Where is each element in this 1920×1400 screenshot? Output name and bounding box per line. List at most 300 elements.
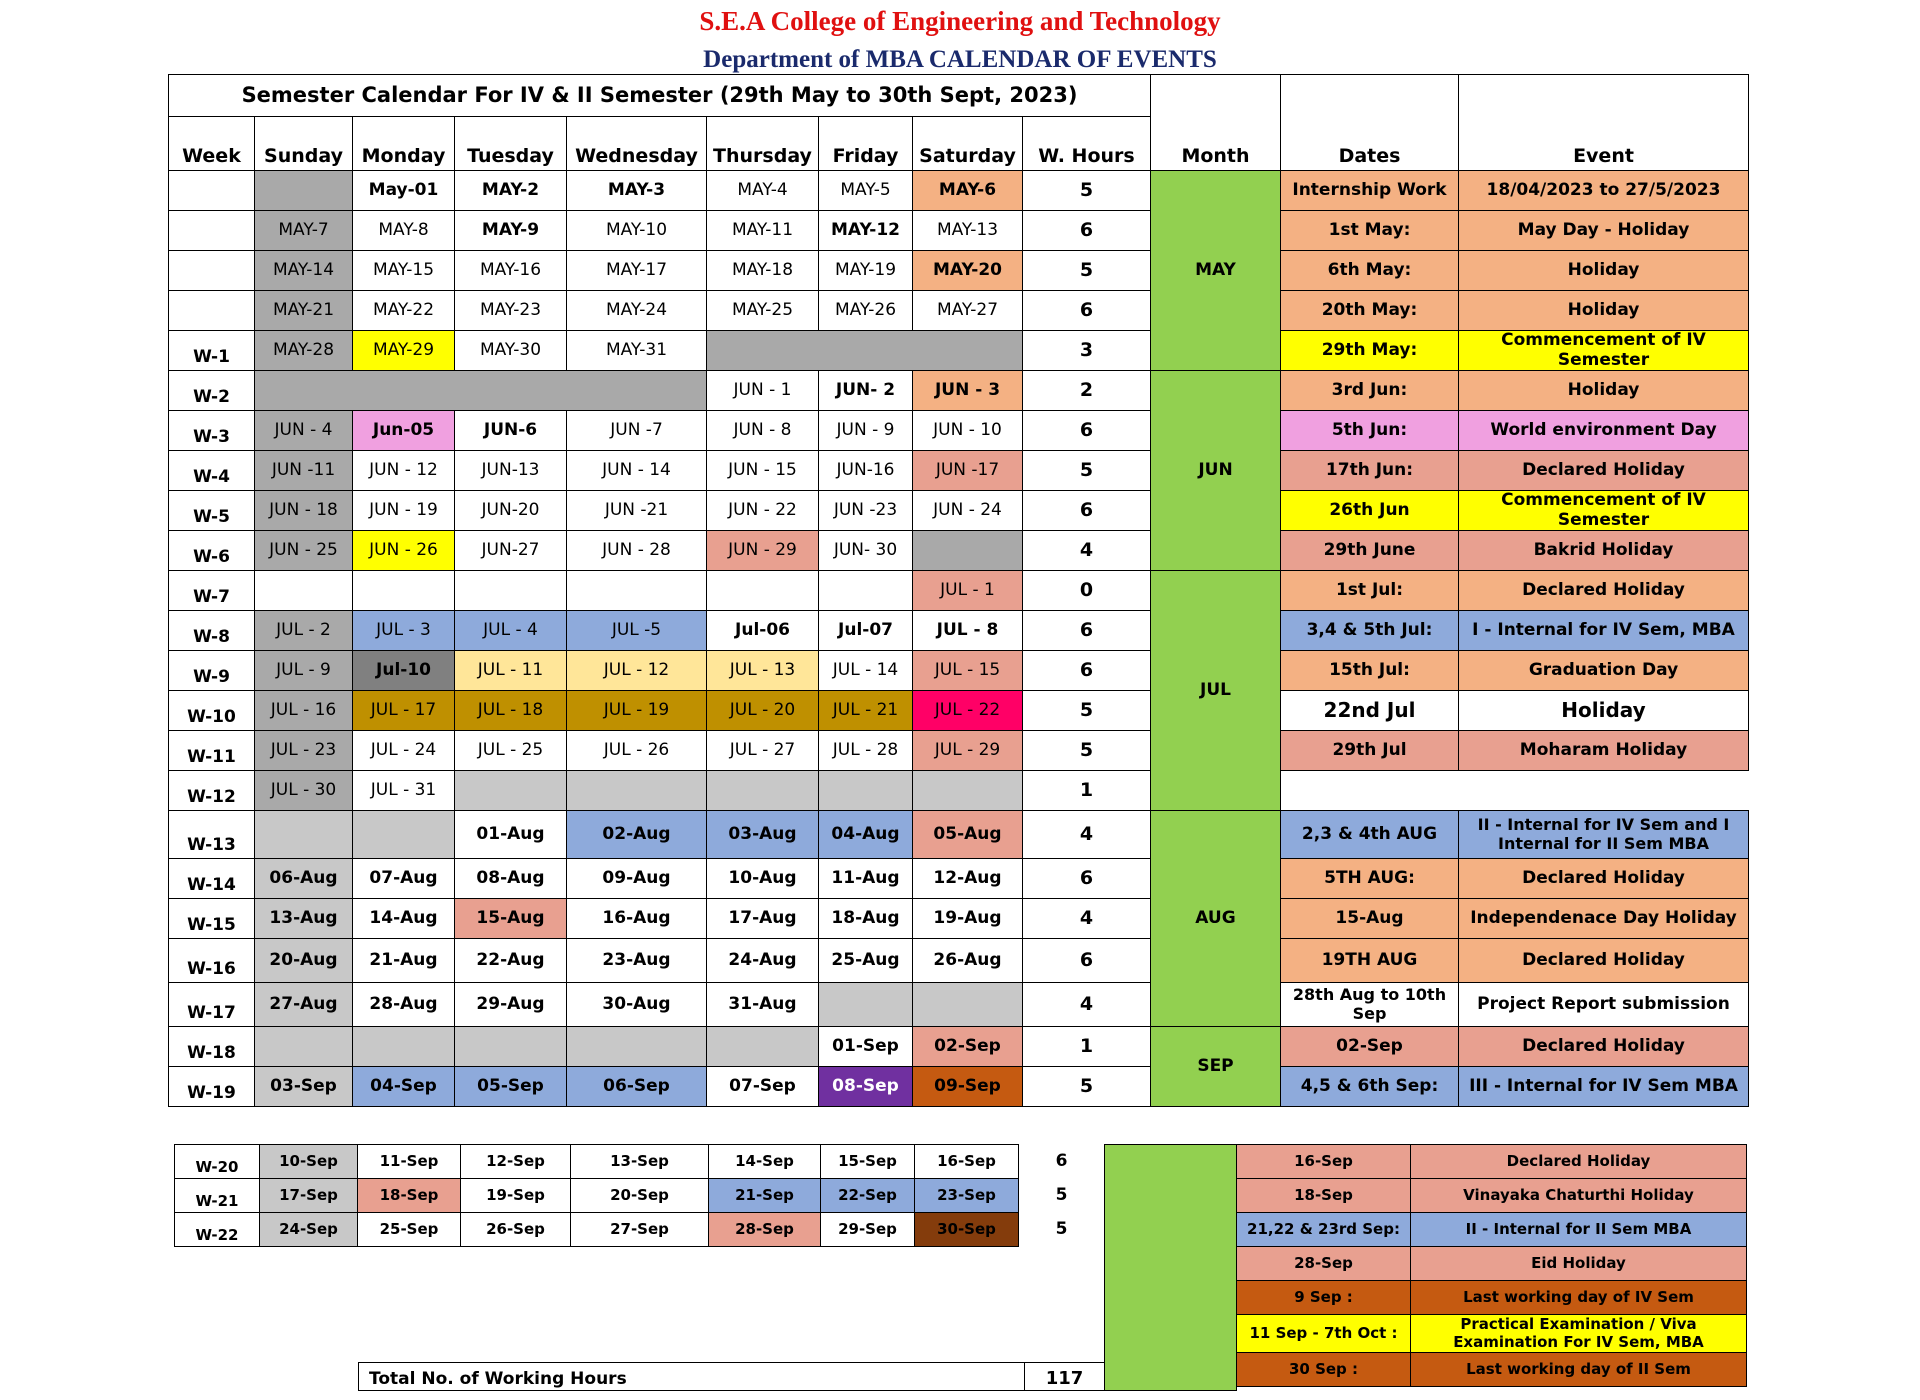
hours-cell: 4 [1022,982,1151,1027]
hours-cell: 6 [1022,210,1151,251]
hours-cell: 5 [1055,1218,1068,1239]
hours-cell: 6 [1022,410,1151,451]
week-cell: W-10 [168,690,255,731]
day-cell: JUL - 21 [818,690,913,731]
day-cell: 22-Sep [820,1178,915,1213]
hours-cell: 5 [1022,250,1151,291]
event-date: 20th May: [1280,290,1459,331]
hours-cell: 4 [1022,810,1151,859]
day-cell: MAY-29 [352,330,455,371]
day-cell: JUN -7 [566,410,707,451]
week-cell [168,210,255,251]
day-cell: JUL - 23 [254,730,353,771]
header-wednesday: Wednesday [566,116,707,171]
event-date: 26th Jun [1280,490,1459,531]
week-cell [168,250,255,291]
day-cell: 06-Aug [254,858,353,899]
day-cell [818,570,913,611]
day-cell: JUN - 10 [912,410,1023,451]
day-cell: JUL - 14 [818,650,913,691]
day-cell: 12-Sep [460,1144,571,1179]
day-cell: JUL - 20 [706,690,819,731]
day-cell: JUL - 31 [352,770,455,811]
hours-cell: 6 [1022,290,1151,331]
day-cell: 09-Aug [566,858,707,899]
event-name: Independenace Day Holiday [1458,898,1749,939]
week-cell: W-15 [168,898,255,939]
day-cell: JUN - 28 [566,530,707,571]
day-cell: JUL - 19 [566,690,707,731]
event-date: 5th Jun: [1280,410,1459,451]
day-cell: 19-Aug [912,898,1023,939]
event-name: World environment Day [1458,410,1749,451]
day-cell: JUN - 3 [912,370,1023,411]
day-cell: 03-Aug [706,810,819,859]
day-cell: 13-Aug [254,898,353,939]
day-cell: JUN - 8 [706,410,819,451]
day-cell: JUL - 28 [818,730,913,771]
day-cell [454,1026,567,1067]
day-cell: 27-Aug [254,982,353,1027]
hours-cell: 5 [1022,690,1151,731]
calendar-title: Semester Calendar For IV & II Semester (29th May to 30th Sept, 2023) [168,74,1151,117]
header-dates: Dates [1280,74,1459,171]
day-cell: 16-Sep [914,1144,1019,1179]
header-week: Week [168,116,255,171]
event-name: Vinayaka Chaturthi Holiday [1410,1178,1747,1213]
day-cell: MAY-18 [706,250,819,291]
event-date: 16-Sep [1236,1144,1411,1179]
day-cell: 10-Aug [706,858,819,899]
day-cell: 26-Aug [912,938,1023,983]
month-cell: JUL [1150,570,1281,811]
day-cell: 15-Aug [454,898,567,939]
day-cell: MAY-9 [454,210,567,251]
day-cell [352,1026,455,1067]
day-cell [706,570,819,611]
day-cell [254,810,353,859]
day-cell: MAY-27 [912,290,1023,331]
header-event: Event [1458,74,1749,171]
week-cell: W-8 [168,610,255,651]
day-cell: 31-Aug [706,982,819,1027]
event-date: 18-Sep [1236,1178,1411,1213]
day-cell: JUN - 22 [706,490,819,531]
day-cell: MAY-26 [818,290,913,331]
day-cell: MAY-14 [254,250,353,291]
day-cell: MAY-24 [566,290,707,331]
day-cell: JUN-20 [454,490,567,531]
day-cell: 24-Sep [259,1212,358,1247]
day-cell: 16-Aug [566,898,707,939]
day-cell: JUN - 24 [912,490,1023,531]
department-title: Department of MBA CALENDAR OF EVENTS [703,46,1217,73]
day-cell: 20-Aug [254,938,353,983]
event-name: Declared Holiday [1410,1144,1747,1179]
hours-cell: 5 [1022,1066,1151,1107]
day-cell: 29-Aug [454,982,567,1027]
day-cell: MAY-21 [254,290,353,331]
day-cell: MAY-28 [254,330,353,371]
day-cell [566,1026,707,1067]
day-cell: 15-Sep [820,1144,915,1179]
day-cell: JUN -11 [254,450,353,491]
day-cell: JUL - 4 [454,610,567,651]
hours-cell: 3 [1022,330,1151,371]
day-cell: JUN - 15 [706,450,819,491]
day-cell [706,1026,819,1067]
event-name: Bakrid Holiday [1458,530,1749,571]
week-cell: W-18 [168,1026,255,1067]
week-cell: W-1 [168,330,255,371]
day-cell [352,810,455,859]
day-cell: MAY-20 [912,250,1023,291]
day-cell [818,982,913,1027]
header-friday: Friday [818,116,913,171]
event-date: 29th June [1280,530,1459,571]
event-date: 21,22 & 23rd Sep: [1236,1212,1411,1247]
event-date: 11 Sep - 7th Oct : [1236,1314,1411,1353]
day-cell: MAY-6 [912,170,1023,211]
week-cell: W-22 [174,1212,260,1247]
day-cell: JUN - 29 [706,530,819,571]
event-name: Last working day of IV Sem [1410,1280,1747,1315]
week-cell: W-4 [168,450,255,491]
event-name: II - Internal for IV Sem and I Internal for II Sem MBA [1458,810,1749,859]
day-cell: 01-Sep [818,1026,913,1067]
day-cell: 30-Sep [914,1212,1019,1247]
day-cell: MAY-25 [706,290,819,331]
hours-cell: 4 [1022,898,1151,939]
day-cell: 10-Sep [259,1144,358,1179]
event-name: Declared Holiday [1458,938,1749,983]
hours-cell: 6 [1022,610,1151,651]
day-cell: 18-Aug [818,898,913,939]
day-cell: 25-Sep [357,1212,461,1247]
day-cell: 03-Sep [254,1066,353,1107]
day-cell [254,570,353,611]
day-cell: 13-Sep [570,1144,709,1179]
day-cell: MAY-22 [352,290,455,331]
month-cell: JUN [1150,370,1281,571]
day-cell: MAY-2 [454,170,567,211]
event-date: 29th May: [1280,330,1459,371]
event-name: Declared Holiday [1458,450,1749,491]
month-cell: SEP [1150,1026,1281,1107]
day-cell: 11-Sep [357,1144,461,1179]
hours-cell: 5 [1022,450,1151,491]
day-cell: JUL - 16 [254,690,353,731]
day-cell: JUN- 30 [818,530,913,571]
week-cell: W-20 [174,1144,260,1179]
day-cell [254,1026,353,1067]
event-name: III - Internal for IV Sem MBA [1458,1066,1749,1107]
event-date: 30 Sep : [1236,1352,1411,1387]
hours-cell: 0 [1022,570,1151,611]
day-cell: 29-Sep [820,1212,915,1247]
day-cell: 08-Sep [818,1066,913,1107]
day-cell: 06-Sep [566,1066,707,1107]
day-cell: MAY-12 [818,210,913,251]
day-cell: JUN - 9 [818,410,913,451]
day-cell: 11-Aug [818,858,913,899]
event-name: Commencement of IV Semester [1458,330,1749,371]
day-cell: 07-Sep [706,1066,819,1107]
event-name: II - Internal for II Sem MBA [1410,1212,1747,1247]
hours-cell: 5 [1022,730,1151,771]
day-cell: MAY-8 [352,210,455,251]
day-cell: JUL - 1 [912,570,1023,611]
day-cell: MAY-19 [818,250,913,291]
day-cell: 28-Aug [352,982,455,1027]
header-month: Month [1150,74,1281,171]
day-cell: 19-Sep [460,1178,571,1213]
event-date: Internship Work [1280,170,1459,211]
day-cell: 21-Aug [352,938,455,983]
day-cell: JUN - 25 [254,530,353,571]
event-name: Project Report submission [1458,982,1749,1027]
header-thursday: Thursday [706,116,819,171]
day-cell: MAY-31 [566,330,707,371]
day-cell: JUL - 2 [254,610,353,651]
day-cell: JUN -23 [818,490,913,531]
event-name: Eid Holiday [1410,1246,1747,1281]
day-cell: JUN -17 [912,450,1023,491]
day-cell: 27-Sep [570,1212,709,1247]
day-cell: 05-Aug [912,810,1023,859]
event-date: 15th Jul: [1280,650,1459,691]
day-cell: 21-Sep [708,1178,821,1213]
event-name: Moharam Holiday [1458,730,1749,771]
day-cell: JUL - 18 [454,690,567,731]
week-cell: W-12 [168,770,255,811]
event-date: 2,3 & 4th AUG [1280,810,1459,859]
event-date: 3,4 & 5th Jul: [1280,610,1459,651]
day-cell: 04-Sep [352,1066,455,1107]
day-cell: MAY-7 [254,210,353,251]
day-cell: JUN-27 [454,530,567,571]
event-name: I - Internal for IV Sem, MBA [1458,610,1749,651]
event-date: 5TH AUG: [1280,858,1459,899]
day-cell: JUL - 13 [706,650,819,691]
event-name: Graduation Day [1458,650,1749,691]
day-cell [912,982,1023,1027]
day-cell: MAY-5 [818,170,913,211]
week-cell: W-17 [168,982,255,1027]
event-date: 02-Sep [1280,1026,1459,1067]
day-cell: JUN - 1 [706,370,819,411]
week-cell: W-13 [168,810,255,859]
event-name: Practical Examination / Viva Examination For IV Sem, MBA [1410,1314,1747,1353]
day-cell: 17-Sep [259,1178,358,1213]
hours-cell: 5 [1055,1184,1068,1205]
day-cell: 12-Aug [912,858,1023,899]
day-cell: JUL - 30 [254,770,353,811]
hours-cell: 5 [1022,170,1151,211]
event-name: Holiday [1458,690,1749,731]
day-cell: 22-Aug [454,938,567,983]
event-date: 1st May: [1280,210,1459,251]
day-cell: MAY-4 [706,170,819,211]
week-cell: W-21 [174,1178,260,1213]
day-cell: Jul-07 [818,610,913,651]
day-cell [254,170,353,211]
day-cell: JUN-13 [454,450,567,491]
week-cell: W-7 [168,570,255,611]
day-cell: JUL - 27 [706,730,819,771]
day-cell: JUL - 15 [912,650,1023,691]
month-cell: MAY [1150,170,1281,371]
event-date: 28-Sep [1236,1246,1411,1281]
week-cell [168,170,255,211]
day-cell: JUN - 12 [352,450,455,491]
day-cell: JUL - 26 [566,730,707,771]
day-cell: JUL - 29 [912,730,1023,771]
event-name: Holiday [1458,370,1749,411]
event-date: 29th Jul [1280,730,1459,771]
header-monday: Monday [352,116,455,171]
event-date: 1st Jul: [1280,570,1459,611]
day-cell: JUL - 8 [912,610,1023,651]
day-cell: JUN - 26 [352,530,455,571]
day-cell: JUN-16 [818,450,913,491]
day-cell: MAY-17 [566,250,707,291]
day-cell: JUN -21 [566,490,707,531]
day-cell: JUL - 17 [352,690,455,731]
day-cell: MAY-10 [566,210,707,251]
day-cell: JUN-6 [454,410,567,451]
day-cell: 02-Sep [912,1026,1023,1067]
day-cell: 23-Aug [566,938,707,983]
event-date: 17th Jun: [1280,450,1459,491]
hours-cell: 6 [1055,1150,1068,1171]
day-cell: 07-Aug [352,858,455,899]
day-cell: 08-Aug [454,858,567,899]
day-cell: MAY-15 [352,250,455,291]
day-cell: 26-Sep [460,1212,571,1247]
event-date: 19TH AUG [1280,938,1459,983]
header-hours: W. Hours [1022,116,1151,171]
hours-cell: 6 [1022,490,1151,531]
week-cell: W-14 [168,858,255,899]
event-date: 15-Aug [1280,898,1459,939]
month-cell: AUG [1150,810,1281,1027]
day-cell: Jul-10 [352,650,455,691]
day-cell: Jul-06 [706,610,819,651]
hours-cell: 1 [1022,770,1151,811]
college-title: S.E.A College of Engineering and Technology [699,6,1221,36]
event-date: 22nd Jul [1280,690,1459,731]
hours-cell: 2 [1022,370,1151,411]
day-cell: 02-Aug [566,810,707,859]
day-cell: 28-Sep [708,1212,821,1247]
day-cell [818,770,913,811]
week-cell: W-3 [168,410,255,451]
day-cell [912,770,1023,811]
empty-span [254,370,707,411]
day-cell: 14-Sep [708,1144,821,1179]
day-cell: May-01 [352,170,455,211]
event-date: 6th May: [1280,250,1459,291]
week-cell [168,290,255,331]
day-cell: JUN - 4 [254,410,353,451]
hours-cell: 1 [1022,1026,1151,1067]
day-cell: 25-Aug [818,938,913,983]
day-cell: Jun-05 [352,410,455,451]
event-name: Declared Holiday [1458,1026,1749,1067]
day-cell: 30-Aug [566,982,707,1027]
event-name: Commencement of IV Semester [1458,490,1749,531]
event-date: 9 Sep : [1236,1280,1411,1315]
day-cell: MAY-3 [566,170,707,211]
day-cell [706,770,819,811]
day-cell: JUL - 3 [352,610,455,651]
week-cell: W-2 [168,370,255,411]
day-cell: JUL - 9 [254,650,353,691]
event-name: Declared Holiday [1458,570,1749,611]
hours-cell: 6 [1022,938,1151,983]
day-cell: 23-Sep [914,1178,1019,1213]
hours-cell: 4 [1022,530,1151,571]
day-cell: MAY-30 [454,330,567,371]
total-label: Total No. of Working Hours [358,1362,1025,1391]
event-name: 18/04/2023 to 27/5/2023 [1458,170,1749,211]
hours-cell: 6 [1022,650,1151,691]
week-cell: W-6 [168,530,255,571]
day-cell: 20-Sep [570,1178,709,1213]
day-cell [352,570,455,611]
header-sunday: Sunday [254,116,353,171]
event-name: May Day - Holiday [1458,210,1749,251]
day-cell [566,770,707,811]
week-cell: W-19 [168,1066,255,1107]
day-cell: MAY-13 [912,210,1023,251]
week-cell: W-5 [168,490,255,531]
day-cell [454,570,567,611]
week-cell: W-11 [168,730,255,771]
event-date: 28th Aug to 10th Sep [1280,982,1459,1027]
day-cell: 14-Aug [352,898,455,939]
day-cell: 09-Sep [912,1066,1023,1107]
event-name: Holiday [1458,290,1749,331]
day-cell: 01-Aug [454,810,567,859]
day-cell [454,770,567,811]
week-cell: W-16 [168,938,255,983]
week-cell: W-9 [168,650,255,691]
event-name: Declared Holiday [1458,858,1749,899]
day-cell: JUL - 12 [566,650,707,691]
day-cell: MAY-16 [454,250,567,291]
day-cell: JUN- 2 [818,370,913,411]
empty-event-row [1280,770,1749,811]
day-cell: 24-Aug [706,938,819,983]
day-cell: JUN - 19 [352,490,455,531]
day-cell: JUN - 14 [566,450,707,491]
empty-span [706,330,1023,371]
day-cell: 18-Sep [357,1178,461,1213]
day-cell: JUL - 22 [912,690,1023,731]
header-tuesday: Tuesday [454,116,567,171]
day-cell: JUL - 24 [352,730,455,771]
event-date: 3rd Jun: [1280,370,1459,411]
event-name: Last working day of II Sem [1410,1352,1747,1387]
day-cell [912,530,1023,571]
day-cell: JUL - 25 [454,730,567,771]
hours-cell: 6 [1022,858,1151,899]
event-date: 4,5 & 6th Sep: [1280,1066,1459,1107]
day-cell: 04-Aug [818,810,913,859]
day-cell: JUL -5 [566,610,707,651]
